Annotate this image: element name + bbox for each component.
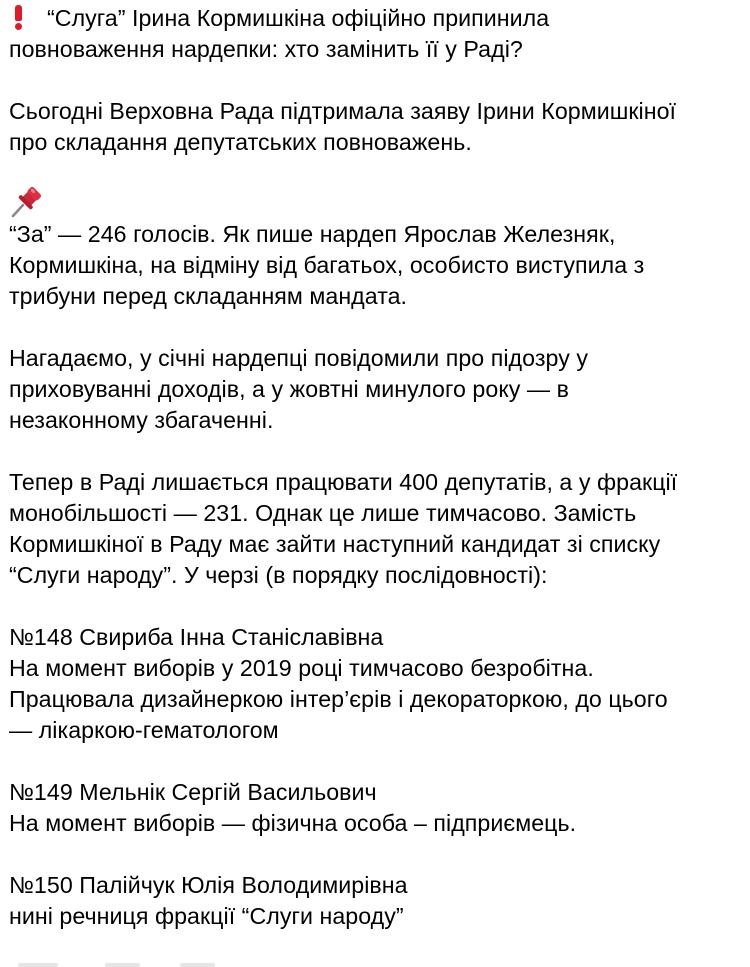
intro-line: Сьогодні Верховна Рада підтримала заяву Ірини Кормишкіної — [9, 98, 677, 124]
candidate-148 — [9, 622, 744, 746]
red-exclamation-icon — [9, 4, 31, 30]
candidate-149 — [9, 777, 744, 839]
headline-line: повноваження нардепки: хто замінить її у Раді? — [9, 36, 523, 62]
candidate-name: №148 Свириба Інна Станіславівна — [9, 624, 384, 650]
candidate-info: Працювала дизайнеркою інтер’єрів і декораторкою, до цього — [9, 686, 668, 712]
reminder-line: приховуванні доходів, а у жовтні минулого року — в — [9, 376, 570, 402]
now-line: Тепер в Раді лишається працювати 400 депутатів, а у фракції — [9, 469, 678, 495]
candidate-name: №150 Палійчук Юлія Володимирівна — [9, 872, 408, 898]
reminder-line: Нагадаємо, у січні нардепці повідомили про підозру у — [9, 345, 588, 371]
vote-line: Кормишкіна, на відміну від багатьох, особисто виступила з — [9, 252, 645, 278]
now-line: монобільшості — 231. Однак це лише тимчасово. Замість — [9, 500, 637, 526]
vote-line: “За” — 246 голосів. Як пише нардеп Ярослав Железняк, — [9, 221, 616, 247]
pin-line — [9, 183, 744, 219]
now-line: Кормишкіної в Раду має зайти наступний кандидат зі списку — [9, 531, 661, 557]
candidate-info: На момент виборів — фізична особа – підприємець. — [9, 810, 577, 836]
intro-line: про складання депутатських повноважень. — [9, 129, 472, 155]
headline-line — [9, 3, 744, 34]
cropped-next-line — [0, 961, 750, 967]
candidate-name: №149 Мельнік Сергій Васильович — [9, 779, 377, 805]
candidate-info: нині речниця фракції “Слуги народу” — [9, 903, 404, 929]
now-line: “Слуги народу”. У черзі (в порядку послідовності): — [9, 562, 548, 588]
reminder-line: незаконному збагаченні. — [9, 407, 274, 433]
vote-line: трибуни перед складанням мандата. — [9, 283, 408, 309]
headline-text: “Слуга” Ірина Кормишкіна офіційно припинила — [47, 5, 550, 31]
candidate-info: — лікаркою-гематологом — [9, 717, 279, 743]
pushpin-icon — [9, 183, 45, 219]
candidate-150 — [9, 870, 744, 932]
candidate-info: На момент виборів у 2019 році тимчасово безробітна. — [9, 655, 594, 681]
post-body — [9, 3, 744, 932]
